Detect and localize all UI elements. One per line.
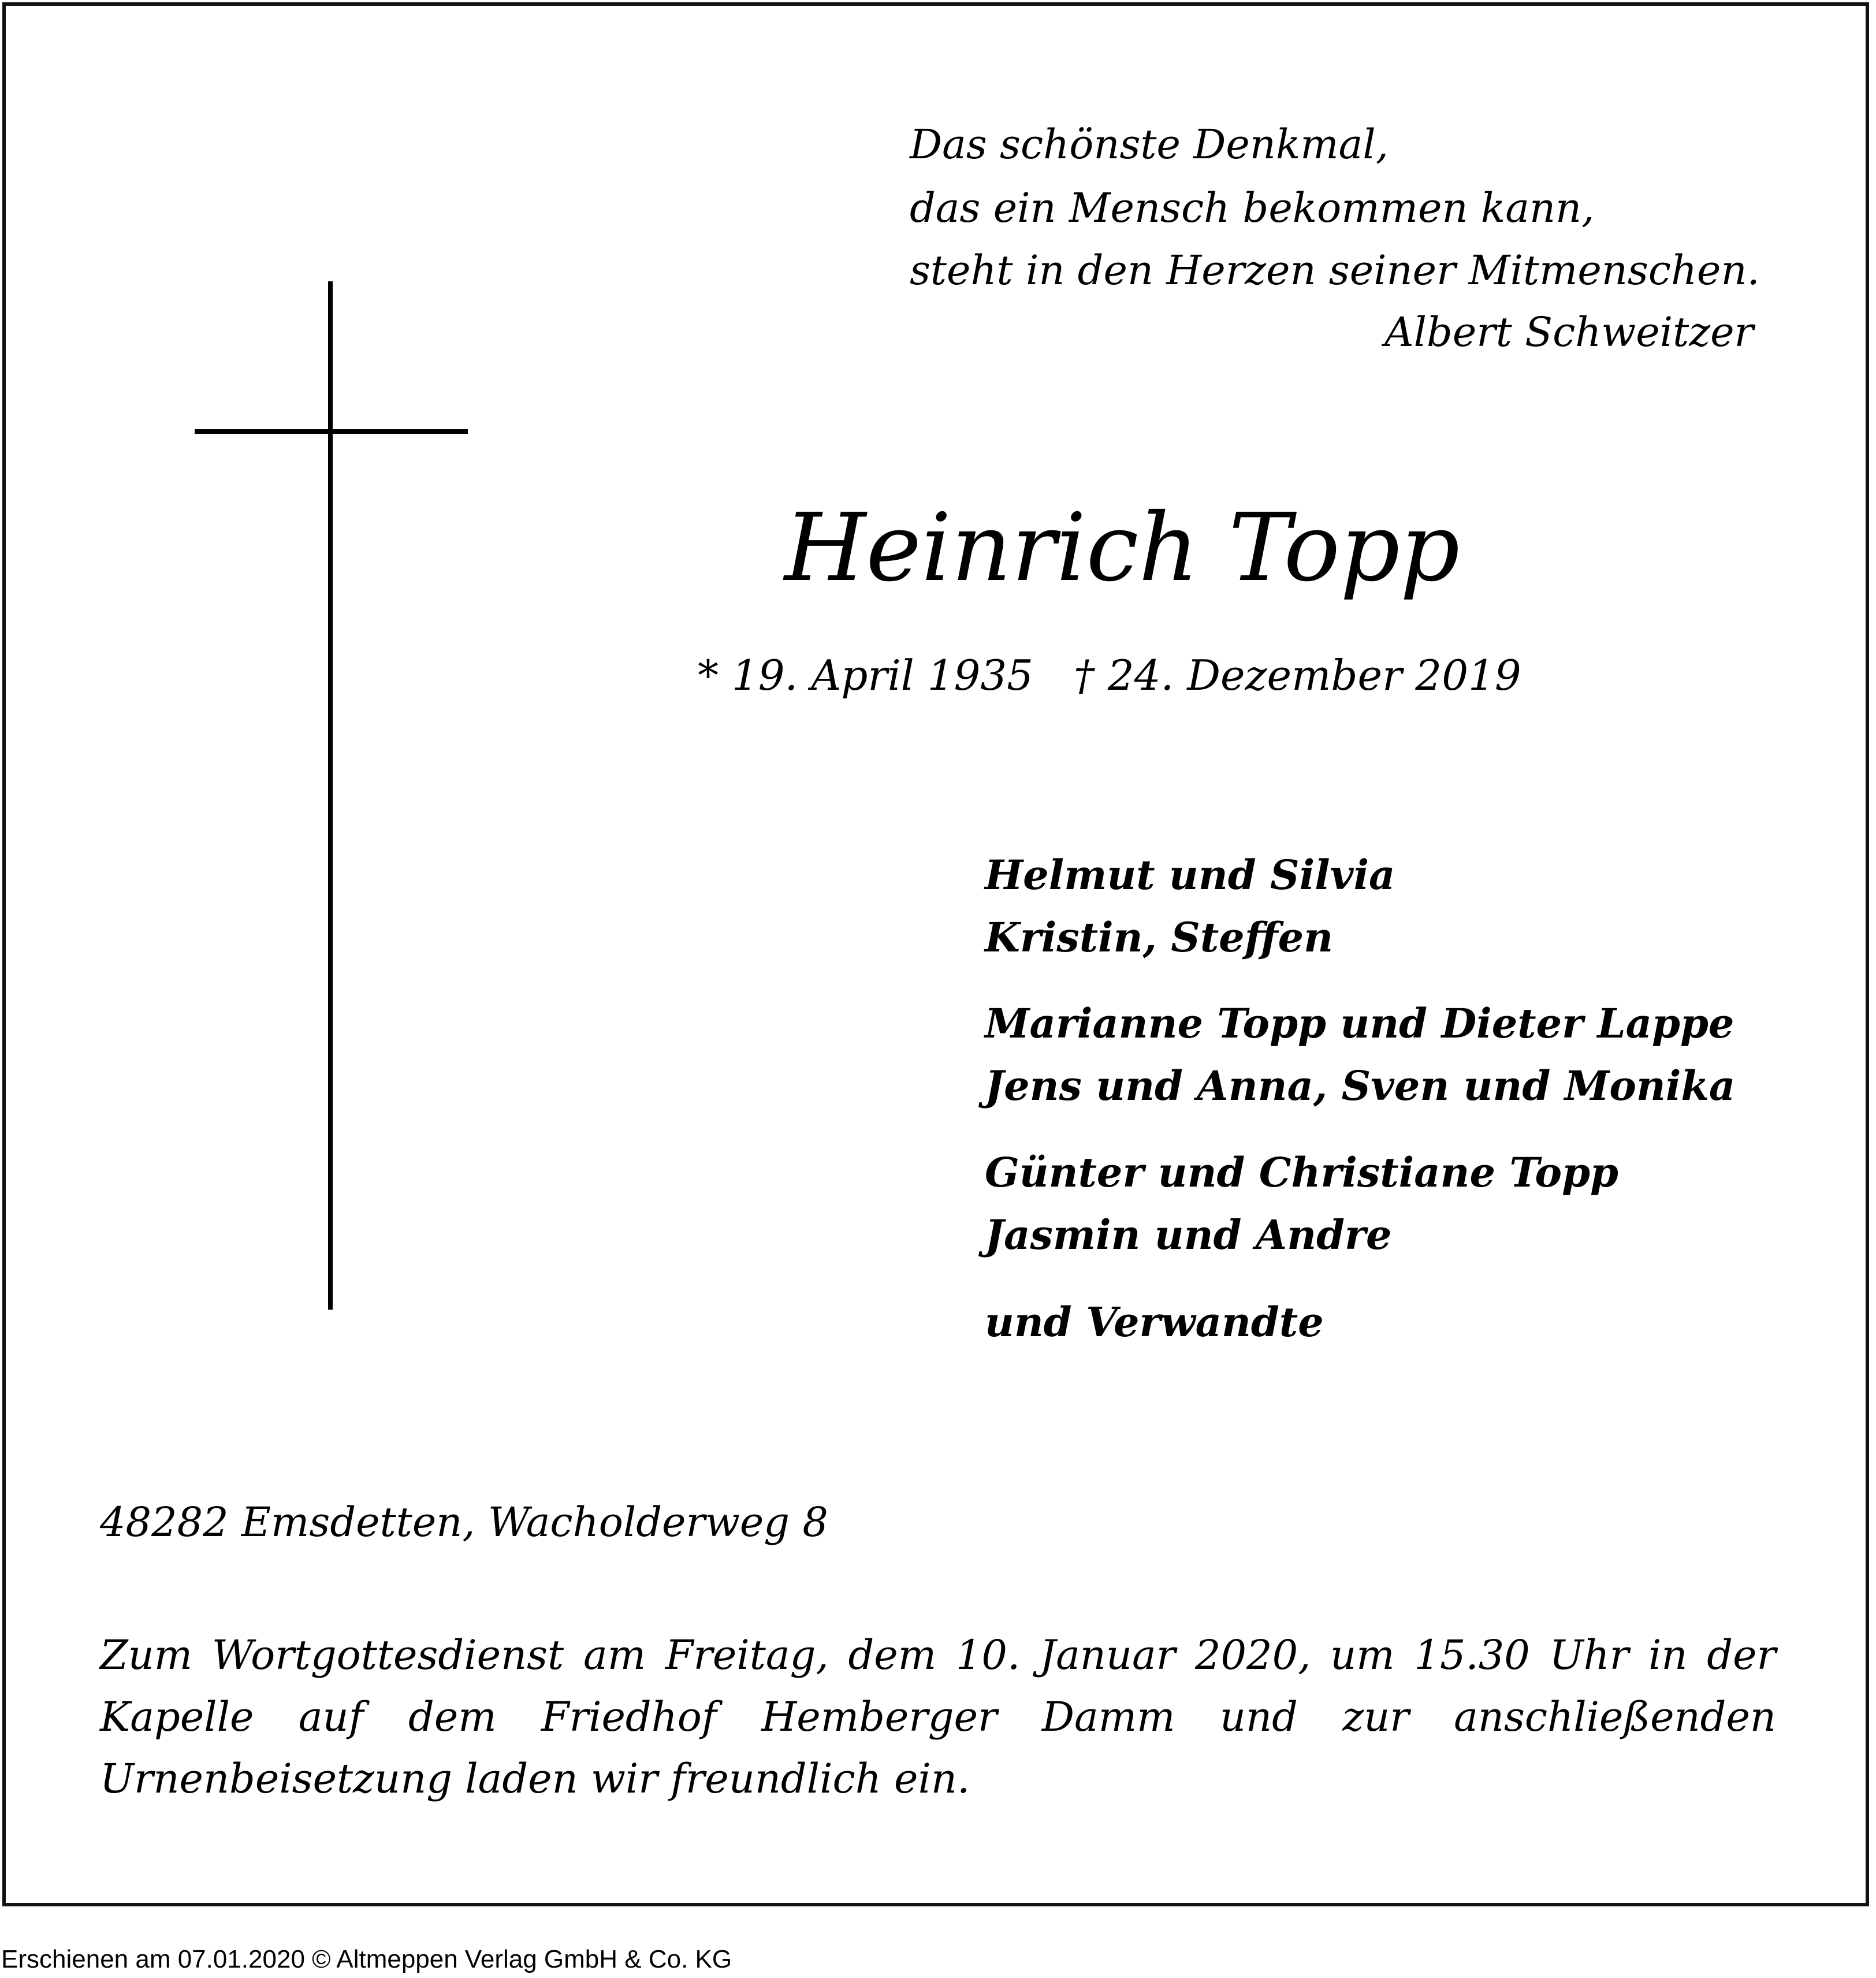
- invitation-word: um: [1330, 1631, 1395, 1679]
- invitation-word: 15.30: [1414, 1631, 1530, 1679]
- invitation-word: der: [1707, 1631, 1776, 1679]
- invitation-word: Hemberger: [761, 1693, 997, 1741]
- invitation-word: anschließenden: [1454, 1693, 1776, 1741]
- invitation-line-1: [100, 1631, 1776, 1679]
- invitation-word: am: [583, 1631, 646, 1679]
- quote-line-1: Das schönste Denkmal,: [910, 121, 1389, 168]
- birth-date: * 19. April 1935: [698, 651, 1033, 700]
- quote-author: Albert Schweitzer: [1384, 308, 1754, 356]
- family-line: Jens und Anna, Sven und Monika: [985, 1062, 1736, 1110]
- invitation-word: 2020,: [1194, 1631, 1311, 1679]
- invitation-word: dem: [848, 1631, 937, 1679]
- cross-horizontal-bar: [195, 429, 468, 434]
- invitation-word: Uhr: [1549, 1631, 1629, 1679]
- invitation-word: zur: [1342, 1693, 1409, 1741]
- family-line: und Verwandte: [985, 1298, 1324, 1346]
- address: 48282 Emsdetten, Wacholderweg 8: [100, 1499, 828, 1546]
- invitation-word: Freitag,: [665, 1631, 829, 1679]
- invitation-word: Zum: [100, 1631, 193, 1679]
- quote-line-2: das ein Mensch bekommen kann,: [910, 184, 1595, 232]
- invitation-word: dem: [408, 1693, 497, 1741]
- invitation-word: Januar: [1040, 1631, 1176, 1679]
- family-line: Marianne Topp und Dieter Lappe: [985, 999, 1734, 1047]
- invitation-word: in: [1648, 1631, 1688, 1679]
- deceased-name: Heinrich Topp: [784, 494, 1460, 603]
- family-line: Kristin, Steffen: [985, 913, 1334, 961]
- death-date: † 24. Dezember 2019: [1073, 651, 1521, 700]
- invitation-line-3: Urnenbeisetzung laden wir freundlich ein.: [100, 1755, 970, 1802]
- family-line: Helmut und Silvia: [985, 851, 1395, 899]
- invitation-word: 10.: [955, 1631, 1021, 1679]
- life-dates: [698, 651, 1521, 700]
- invitation-word: Kapelle: [100, 1693, 254, 1741]
- invitation-word: und: [1219, 1693, 1298, 1741]
- family-line: Günter und Christiane Topp: [985, 1148, 1618, 1196]
- invitation-word: auf: [298, 1693, 364, 1741]
- invitation-line-2: [100, 1693, 1776, 1741]
- quote-line-3: steht in den Herzen seiner Mitmenschen.: [910, 247, 1760, 294]
- publication-footer: Erschienen am 07.01.2020 © Altmeppen Verlag GmbH & Co. KG: [1, 1945, 732, 1973]
- cross-vertical-bar: [328, 281, 333, 1310]
- invitation-word: Wortgottesdienst: [211, 1631, 564, 1679]
- family-line: Jasmin und Andre: [985, 1211, 1392, 1259]
- invitation-word: Friedhof: [541, 1693, 717, 1741]
- invitation-word: Damm: [1041, 1693, 1175, 1741]
